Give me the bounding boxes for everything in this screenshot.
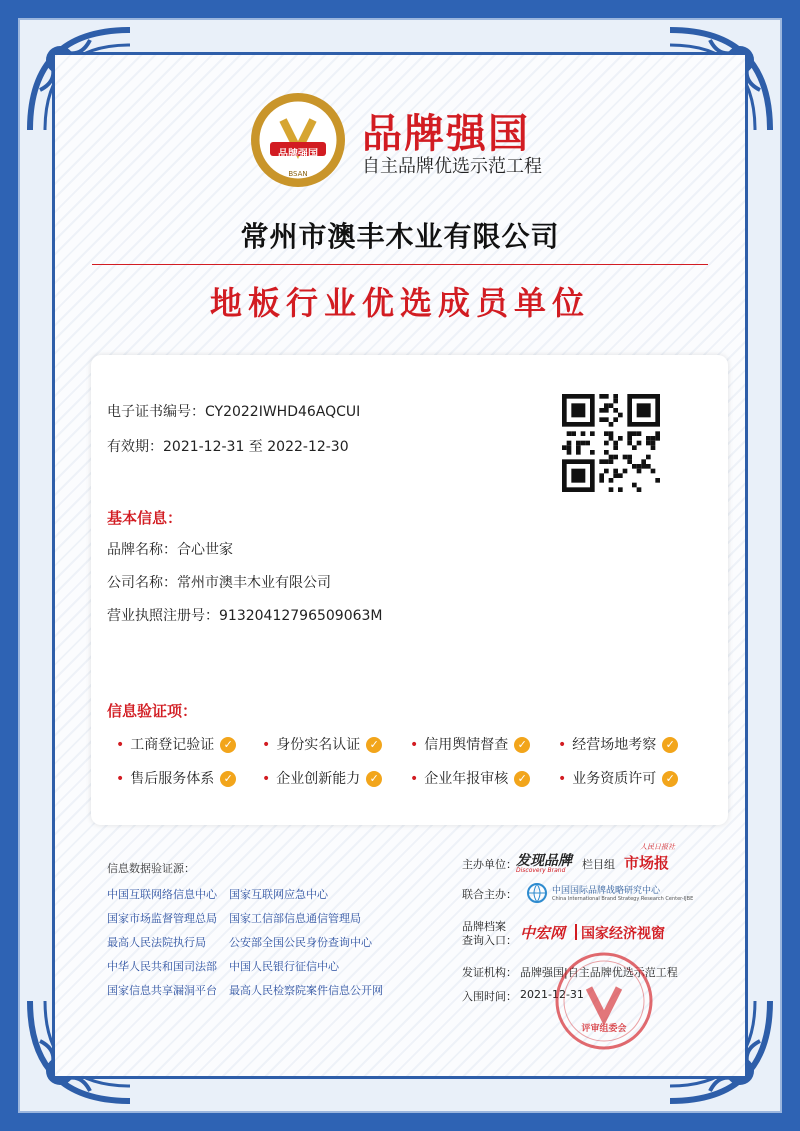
host-logo-2: 市场报 xyxy=(624,854,670,872)
date-label: 入围时间： xyxy=(462,990,517,1003)
archive-label-1: 品牌档案 xyxy=(462,920,506,933)
qr-code-icon xyxy=(562,394,660,492)
verification-label: 身份实名认证 xyxy=(276,737,361,753)
source-item: 国家互联网应急中心 xyxy=(229,888,328,901)
source-item: 国家信息共享漏洞平台 xyxy=(107,984,217,997)
license-value: 91320412796509063M xyxy=(219,608,383,624)
bullet-icon: • xyxy=(262,771,271,787)
divider xyxy=(92,264,708,265)
check-icon: ✓ xyxy=(514,737,530,753)
company-label: 公司名称： xyxy=(107,575,177,591)
verification-label: 工商登记验证 xyxy=(130,737,215,753)
verification-item xyxy=(116,734,236,754)
check-icon: ✓ xyxy=(514,771,530,787)
verification-item xyxy=(410,768,530,788)
date-value: 2021-12-31 xyxy=(520,988,584,1001)
host-logo-1-sub: Discovery Brand xyxy=(516,867,566,874)
brand-label: 品牌名称： xyxy=(107,542,177,558)
license-row xyxy=(107,605,383,625)
verification-label: 售后服务体系 xyxy=(130,771,215,787)
verification-item xyxy=(262,768,382,788)
bullet-icon: • xyxy=(116,737,125,753)
official-seal-icon xyxy=(553,950,655,1052)
verification-label: 信用舆情督查 xyxy=(424,737,509,753)
issuer-label: 发证机构： xyxy=(462,966,517,979)
sources-title: 信息数据验证源： xyxy=(107,862,195,875)
verification-label: 业务资质许可 xyxy=(572,771,657,787)
company-value: 常州市澳丰木业有限公司 xyxy=(177,575,331,591)
co-host-org-en: China International Brand Strategy Research Center-IJBE xyxy=(552,896,694,902)
cert-number: CY2022IWHD46AQCUI xyxy=(205,404,361,420)
cert-number-label: 电子证书编号： xyxy=(107,404,205,420)
verification-item xyxy=(558,734,678,754)
bullet-icon: • xyxy=(558,737,567,753)
co-host-label: 联合主办： xyxy=(462,888,517,901)
badge-center-text: 品牌强国 xyxy=(278,149,318,160)
license-label: 营业执照注册号： xyxy=(107,608,219,624)
source-item: 中国互联网络信息中心 xyxy=(107,888,217,901)
validity-value: 2021-12-31 至 2022-12-30 xyxy=(163,439,349,455)
source-item: 最高人民检察院案件信息公开网 xyxy=(229,984,383,997)
source-item: 国家市场监督管理总局 xyxy=(107,912,217,925)
brand-main-title: 品牌强国 xyxy=(362,111,530,157)
verification-label: 企业创新能力 xyxy=(276,771,361,787)
verification-item xyxy=(116,768,236,788)
cert-number-row xyxy=(107,401,360,421)
check-icon: ✓ xyxy=(220,771,236,787)
bullet-icon: • xyxy=(262,737,271,753)
bullet-icon: • xyxy=(116,771,125,787)
check-icon: ✓ xyxy=(366,737,382,753)
verification-item xyxy=(558,768,678,788)
basic-info-heading: 基本信息： xyxy=(107,509,183,527)
host-logo-2-top: 人民日报社 xyxy=(640,843,675,851)
archive-label-2: 查询入口： xyxy=(462,934,517,947)
bullet-icon: • xyxy=(410,771,419,787)
archive-site-1[interactable]: 中宏网 xyxy=(520,924,566,942)
certificate-title: 地板行业优选成员单位 xyxy=(209,284,590,322)
badge-bottom-text: BSAN xyxy=(288,170,308,178)
bullet-icon: • xyxy=(410,737,419,753)
brand-subtitle: 自主品牌优选示范工程 xyxy=(362,156,542,177)
verification-heading: 信息验证项： xyxy=(107,702,198,720)
seal-text: 评审组委会 xyxy=(581,1024,627,1034)
divider xyxy=(575,924,577,940)
brand-row xyxy=(107,539,233,559)
issuer-value: 品牌强国|自主品牌优选示范工程 xyxy=(520,966,678,979)
source-item: 国家工信部信息通信管理局 xyxy=(229,912,361,925)
verification-label: 企业年报审核 xyxy=(424,771,509,787)
bullet-icon: • xyxy=(558,771,567,787)
source-item: 公安部全国公民身份查询中心 xyxy=(229,936,372,949)
validity-row xyxy=(107,436,349,456)
verification-label: 经营场地考察 xyxy=(572,737,657,753)
check-icon: ✓ xyxy=(220,737,236,753)
source-item: 中华人民共和国司法部 xyxy=(107,960,217,973)
brand-value: 合心世家 xyxy=(177,542,233,558)
company-row xyxy=(107,572,331,592)
verification-item xyxy=(410,734,530,754)
source-item: 中国人民银行征信中心 xyxy=(229,960,339,973)
company-name: 常州市澳丰木业有限公司 xyxy=(240,220,560,253)
check-icon: ✓ xyxy=(366,771,382,787)
source-item: 最高人民法院执行局 xyxy=(107,936,206,949)
co-host-org: 中国国际品牌战略研究中心 xyxy=(552,886,661,896)
archive-site-2[interactable]: 国家经济视窗 xyxy=(581,926,665,942)
check-icon: ✓ xyxy=(662,737,678,753)
host-logo-1: 发现品牌 xyxy=(516,853,572,869)
host-mid: 栏目组 xyxy=(582,858,615,871)
check-icon: ✓ xyxy=(662,771,678,787)
globe-icon xyxy=(526,882,548,904)
host-label: 主办单位： xyxy=(462,858,517,871)
validity-label: 有效期： xyxy=(107,439,163,455)
verification-item xyxy=(262,734,382,754)
